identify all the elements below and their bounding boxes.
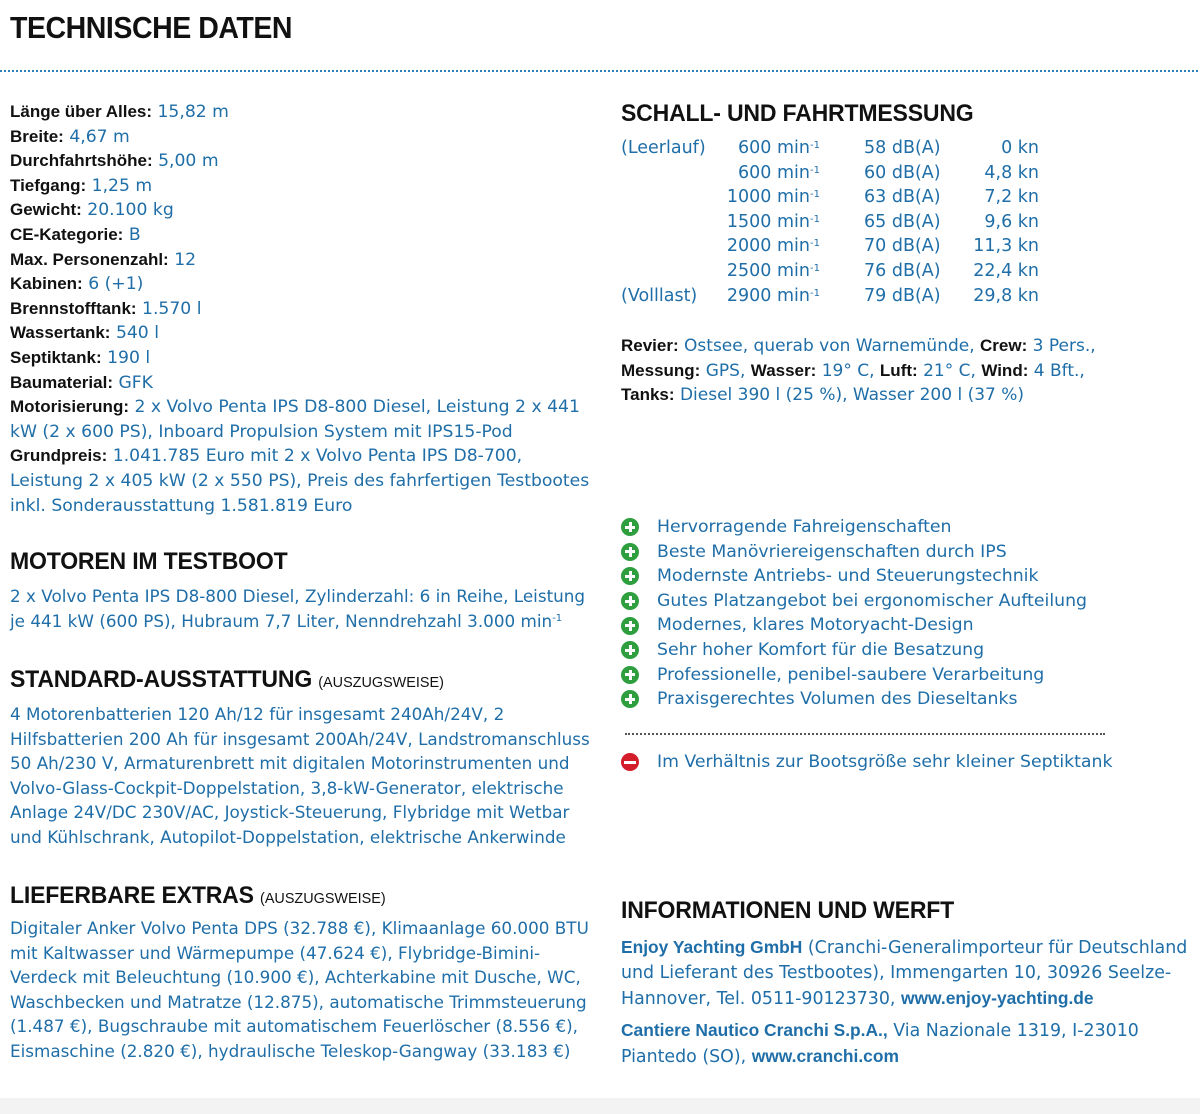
rpm-value: 2500	[726, 260, 772, 281]
plus-icon	[621, 690, 639, 708]
rpm-unit-sup: -1	[810, 213, 820, 225]
messung-speed: 7,2 kn	[984, 187, 1039, 208]
cons-list	[621, 750, 1112, 775]
standard-section	[10, 666, 600, 849]
extras-heading: LIEFERBARE EXTRAS (AUSZUGSWEISE)	[10, 882, 386, 909]
dotted-divider	[0, 70, 1198, 72]
rpm-unit: min	[777, 162, 811, 183]
messung-speed: 29,8 kn	[973, 285, 1039, 306]
spec-item: Motorisierung: 2 x Volvo Penta IPS D8-800 Diesel, Leistung 2 x 441 kW (2 x 600 PS), Inboard Propulsion System mit IPS15-Pod	[10, 397, 580, 442]
website-link[interactable]: www.enjoy-yachting.de	[900, 988, 1094, 1008]
messung-db: 60 dB(A)	[864, 162, 941, 183]
spec-item: Gewicht: 20.100 kg	[10, 200, 174, 221]
pro-item: Modernes, klares Motoryacht-Design	[621, 613, 1191, 638]
messung-section	[621, 100, 988, 128]
plus-icon	[621, 543, 639, 561]
motoren-section	[10, 548, 600, 633]
plus-icon	[621, 666, 639, 684]
rpm-unit: min	[777, 285, 811, 306]
messung-speed: 22,4 kn	[973, 260, 1039, 281]
pros-list	[621, 515, 1191, 712]
rpm-unit: min	[777, 236, 811, 257]
messung-rpm	[716, 234, 820, 259]
spec-item: Kabinen: 6 (+1)	[10, 274, 144, 295]
plus-icon	[621, 641, 639, 659]
messung-speed: 0 kn	[1001, 138, 1039, 158]
spec-list	[10, 100, 600, 518]
rpm-value: 600	[738, 162, 772, 183]
messung-db: 65 dB(A)	[864, 211, 941, 232]
spec-item: CE-Kategorie: B	[10, 224, 141, 245]
spec-item: Brennstofftank: 1.570 l	[10, 298, 202, 319]
plus-icon	[621, 592, 639, 610]
rpm-unit: min	[777, 260, 811, 281]
spec-item: Breite: 4,67 m	[10, 126, 130, 147]
pro-item: Professionelle, penibel-saubere Verarbeitung	[621, 663, 1191, 688]
messung-heading: SCHALL- UND FAHRTMESSUNG	[621, 100, 974, 127]
plus-icon	[621, 617, 639, 635]
pro-item: Hervorragende Fahreigenschaften	[621, 515, 1191, 540]
rpm-unit-sup: -1	[810, 262, 820, 274]
messung-db: 76 dB(A)	[864, 260, 941, 281]
spec-item: Wassertank: 540 l	[10, 323, 159, 344]
motoren-heading: MOTOREN IM TESTBOOT	[10, 548, 288, 575]
messung-speed: 9,6 kn	[984, 211, 1039, 232]
standard-text: 4 Motorenbatterien 120 Ah/12 für insgesamt 240Ah/24V, 2 Hilfsbatterien 200 Ah für insgesamt 200Ah/24V, Landstromanschluss 50 Ah/230 V, Armaturenbrett mit digitalen Motorinstrumenten und Volvo-Glass-Cockpit-Doppelstation, 3,8-kW-Generator, elektrische Anlage 24V/DC 230V/AC, Joystick-Steuerung, Flybridge mit Wetbar und Kühlschrank, Autopilot-Doppelstation, elektrische Ankerwinde	[10, 704, 590, 847]
messung-rpm	[716, 185, 820, 210]
rpm-unit: min	[777, 138, 811, 158]
rpm-value: 2900	[726, 285, 772, 306]
info-heading: INFORMATIONEN UND WERFT	[621, 897, 955, 924]
rpm-value: 1500	[726, 211, 772, 232]
messung-db: 58 dB(A)	[864, 138, 941, 158]
pros-cons-divider	[625, 733, 1105, 735]
rpm-unit: min	[777, 187, 811, 208]
motoren-text: 2 x Volvo Penta IPS D8-800 Diesel, Zylinderzahl: 6 in Reihe, Leistung je 441 kW (600 PS), Hubraum 7,7 Liter, Nenndrehzahl 3.000 $\min^{-1}$	[10, 586, 586, 631]
spec-item: Länge über Alles: 15,82 m	[10, 102, 229, 122]
info-company-2: Cantiere Nautico Cranchi S.p.A., Via Nazionale 1319, I-23010 Piantedo (SO), www.cranchi.com	[621, 1020, 1139, 1067]
spec-item: Septiktank: 190 l	[10, 347, 151, 368]
messung-db: 63 dB(A)	[864, 187, 941, 208]
spec-item: Baumaterial: GFK	[10, 372, 153, 393]
messung-rpm	[716, 161, 820, 186]
rpm-unit-sup: -1	[810, 238, 820, 250]
minus-icon	[621, 753, 639, 771]
pro-item: Gutes Platzangebot bei ergonomischer Aufteilung	[621, 589, 1191, 614]
info-section	[621, 897, 1196, 1070]
messung-label: (Volllast)	[621, 285, 698, 306]
conditions: Revier: Ostsee, querab von Warnemünde, Crew: 3 Pers., Messung: GPS, Wasser: 19° C, Luft: 21° C, Wind: 4 Bft., Tanks: Diesel 390 l (25 %), Wasser 200 l (37 %)	[621, 336, 1096, 406]
spec-item: Tiefgang: 1,25 m	[10, 175, 153, 196]
messung-db: 79 dB(A)	[864, 285, 941, 306]
messung-label: (Leerlauf)	[621, 138, 706, 158]
pro-item: Praxisgerechtes Volumen des Dieseltanks	[621, 687, 1191, 712]
rpm-unit-sup: -1	[810, 164, 820, 176]
rpm-unit: min	[777, 211, 811, 232]
messung-db: 70 dB(A)	[864, 236, 941, 257]
messung-rpm	[716, 136, 820, 161]
rpm-unit-sup: -1	[810, 140, 820, 151]
standard-heading: STANDARD-AUSSTATTUNG (AUSZUGSWEISE)	[10, 666, 444, 693]
spec-item: Durchfahrtshöhe: 5,00 m	[10, 151, 219, 172]
rpm-value: 1000	[726, 187, 772, 208]
info-company-1: Enjoy Yachting GmbH (Cranchi-Generalimporteur für Deutschland und Lieferant des Testbootes), Immengarten 10, 30926 Seelze-Hannover, Tel. 0511-90123730, www.enjoy-yachting.de	[621, 937, 1188, 1009]
page-bottom-strip	[0, 1098, 1200, 1114]
plus-icon	[621, 567, 639, 585]
extras-text: Digitaler Anker Volvo Penta DPS (32.788 €), Klimaanlage 60.000 BTU mit Kaltwasser und Wärmepumpe (47.624 €), Flybridge-Bimini-Verdeck mit Beleuchtung (10.900 €), Achterkabine mit Dusche, WC, Waschbecken und Matratze (12.875), automatische Trimmsteuerung (1.487 €), Bugschraube mit automatischem Feuerlöscher (8.556 €), Eismaschine (2.820 €), hydraulische Teleskop-Gangway (33.183 €)	[10, 918, 589, 1061]
website-link[interactable]: www.cranchi.com	[751, 1046, 899, 1066]
spec-item: Max. Personenzahl: 12	[10, 249, 197, 270]
rpm-value: 2000	[726, 236, 772, 257]
rpm-value: 600	[738, 138, 772, 158]
pro-item: Beste Manövriereigenschaften durch IPS	[621, 540, 1191, 565]
messung-speed: 4,8 kn	[984, 162, 1039, 183]
rpm-unit-sup: -1	[810, 287, 820, 299]
pro-item: Modernste Antriebs- und Steuerungstechnik	[621, 564, 1191, 589]
extras-section	[10, 882, 600, 1063]
messung-rpm	[716, 259, 820, 284]
plus-icon	[621, 518, 639, 536]
messung-rpm	[716, 284, 820, 309]
con-item: Im Verhältnis zur Bootsgröße sehr kleiner Septiktank	[621, 750, 1112, 775]
spec-item: Grundpreis: 1.041.785 Euro mit 2 x Volvo Penta IPS D8-700, Leistung 2 x 405 kW (2 x 550 PS), Preis des fahrfertigen Testbootes inkl. Sonderausstattung 1.581.819 Euro	[10, 446, 590, 516]
messung-speed: 11,3 kn	[973, 236, 1039, 257]
messung-rpm	[716, 210, 820, 235]
page-title: TECHNISCHE DATEN	[10, 10, 293, 45]
rpm-unit-sup: -1	[810, 189, 820, 201]
pro-item: Sehr hoher Komfort für die Besatzung	[621, 638, 1191, 663]
